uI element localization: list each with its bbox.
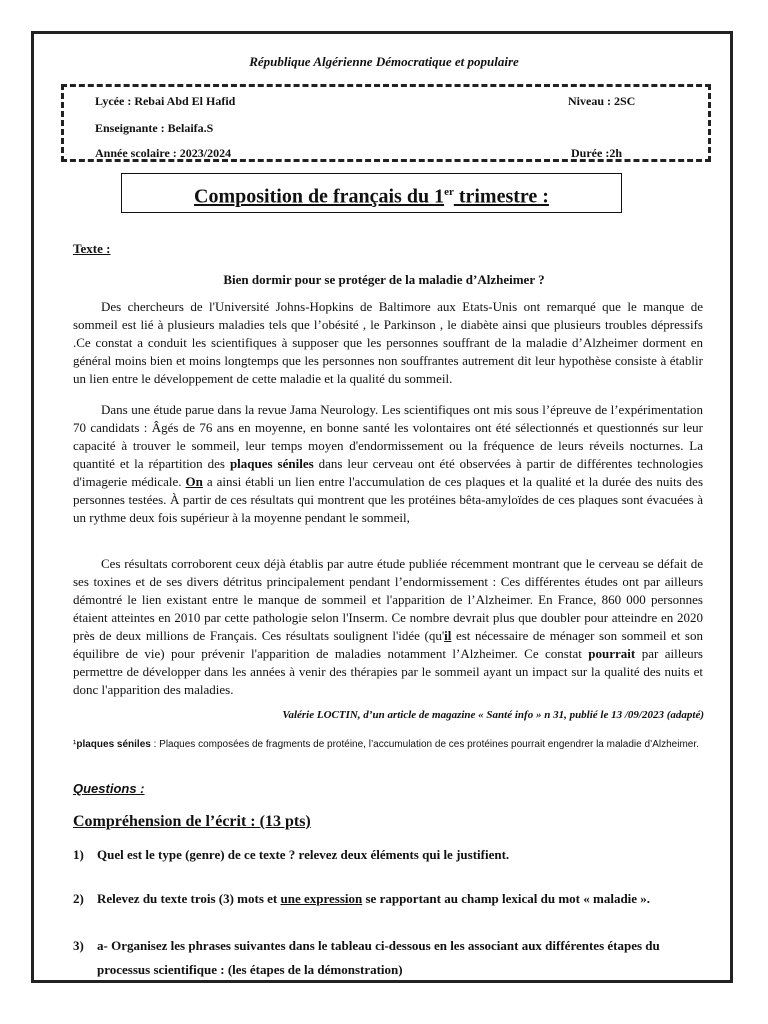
school-year-label: Année scolaire : 2023/2024	[95, 146, 232, 160]
school-info-box	[61, 84, 711, 162]
comprehension-heading: Compréhension de l’écrit : (13 pts)	[73, 813, 311, 830]
text-title: Bien dormir pour se protéger de la maladie d’Alzheimer ?	[223, 272, 545, 287]
paragraph-2-text-b: dans leur cerveau ont été observées à partir de différentes technologies d'imagerie médicale.	[73, 456, 703, 489]
question-2-text-a: Relevez du texte trois (3) mots et	[97, 891, 281, 906]
exam-title	[121, 173, 622, 213]
question-2-number: 2)	[73, 891, 84, 906]
exam-title-rest: trimestre :	[453, 185, 549, 208]
paragraph-3-text-a: Ces résultats corroborent ceux déjà établis par autre étude publiée récemment montrant que le cerveau se défait de ses toxines et de ses divers détritus principalement pendant l’endormissement : Ces différentes études ont par ailleurs démontré le lien existant entre le manque de sommeil et l'apparition de l’Alzheimer. En France, 860 000 personnes étaient atteintes en 2010 par cette pathologie selon l'Inserm. Ce nombre devrait plus que doubler pour atteindre en 2020 près de deux millions de Français. Ces résultats soulignent l'idée (qu'	[73, 556, 703, 643]
texte-heading: Texte :	[73, 241, 111, 256]
question-1-number: 1)	[73, 847, 84, 862]
paragraph-2-text-a: Dans une étude parue dans la revue Jama Neurology. Les scientifiques ont mis sous l’épreuve de l’expérimentation 70 candidats : Âgés de 76 ans en moyenne, en bonne santé les volontaires ont été sélectionnés et questionnés sur leur capacité à trouver le sommeil, leur temps moyen d'endormissement ou la fréquence de leurs réveils nocturnes. La quantité et la répartition des	[73, 402, 703, 471]
footnote-term: plaques séniles	[76, 739, 151, 750]
exam-title-main: Composition de français du 1	[194, 185, 445, 208]
footnote-text: : Plaques composées de fragments de protéine, l’accumulation de ces protéines pourrait engendrer la maladie d’Alzheimer.	[150, 739, 699, 750]
footnote-marker: ¹	[73, 739, 77, 750]
paragraph-3-text-b: est nécessaire de ménager son sommeil et son équilibre de vie) pour prévenir l'apparition de maladies notamment l’Alzheimer. Ce constat	[73, 628, 703, 661]
questions-heading: Questions :	[73, 781, 145, 796]
plaques-seniles-term: plaques séniles	[229, 456, 314, 471]
question-3-text: a- Organisez les phrases suivantes dans le tableau ci-dessous en les associant aux différentes étapes du processus scientifique : (les étapes de la démonstration)	[97, 938, 660, 977]
paragraph-2	[73, 401, 703, 527]
question-2-text	[97, 887, 713, 911]
republic-header: République Algérienne Démocratique et populaire	[249, 54, 519, 69]
question-3	[73, 934, 713, 982]
source-citation: Valérie LOCTIN, d’un article de magazine « Santé info » n 31, publié le 13 /09/2023 (adapté)	[282, 709, 704, 721]
question-2-text-b: se rapportant au champ lexical du mot « maladie ».	[362, 891, 651, 906]
question-1-text: Quel est le type (genre) de ce texte ? relevez deux éléments qui le justifient.	[97, 847, 510, 862]
paragraph-2-text-c: a ainsi établi un lien entre l'accumulation de ces plaques et la qualité et la durée des nuits des personnes testées. À partir de ces résultats qui montrent que les protéines bêta-amyloïdes de ces plaques sont évacuées à un rythme deux fois supérieur à la moyenne pendant le sommeil,	[73, 474, 704, 525]
paragraph-1: Des chercheurs de l'Université Johns-Hopkins de Baltimore aux Etats-Unis ont remarqué que le manque de sommeil est lié à plusieurs maladies tels que l’obésité , le Parkinson , le diabète ainsi que plusieurs troubles dépressifs .Ce constat a conduit les scientifiques à supposer que les personnes souffrant de la maladie d’Alzheimer dorment en général moins bien et moins longtemps que les personnes non souffrantes autrement dit leur hypothèse consiste à établir un lien entre le développement de cette maladie et la qualité du sommeil.	[73, 299, 703, 386]
on-pronoun: On	[185, 474, 203, 489]
question-2-underlined: une expression	[280, 891, 363, 906]
teacher-label: Enseignante : Belaifa.S	[95, 121, 214, 135]
pourrait-word: pourrait	[588, 646, 636, 661]
footnote	[73, 737, 703, 752]
exam-title-sup: er	[444, 186, 454, 198]
lycee-label: Lycée : Rebai Abd El Hafid	[95, 94, 236, 108]
paragraph-3	[73, 555, 703, 699]
question-2	[73, 887, 713, 911]
niveau-label: Niveau : 2SC	[568, 94, 636, 108]
il-pronoun: il	[444, 628, 452, 643]
paragraph-3-text-c: par ailleurs permettre de développer dans les années à venir des thérapies par le sommeil ayant un impact sur la qualité des nuits et donc l'apparition des maladies.	[73, 646, 703, 697]
question-3-number: 3)	[73, 938, 84, 953]
question-1	[73, 843, 713, 867]
duration-label: Durée :2h	[571, 146, 622, 160]
